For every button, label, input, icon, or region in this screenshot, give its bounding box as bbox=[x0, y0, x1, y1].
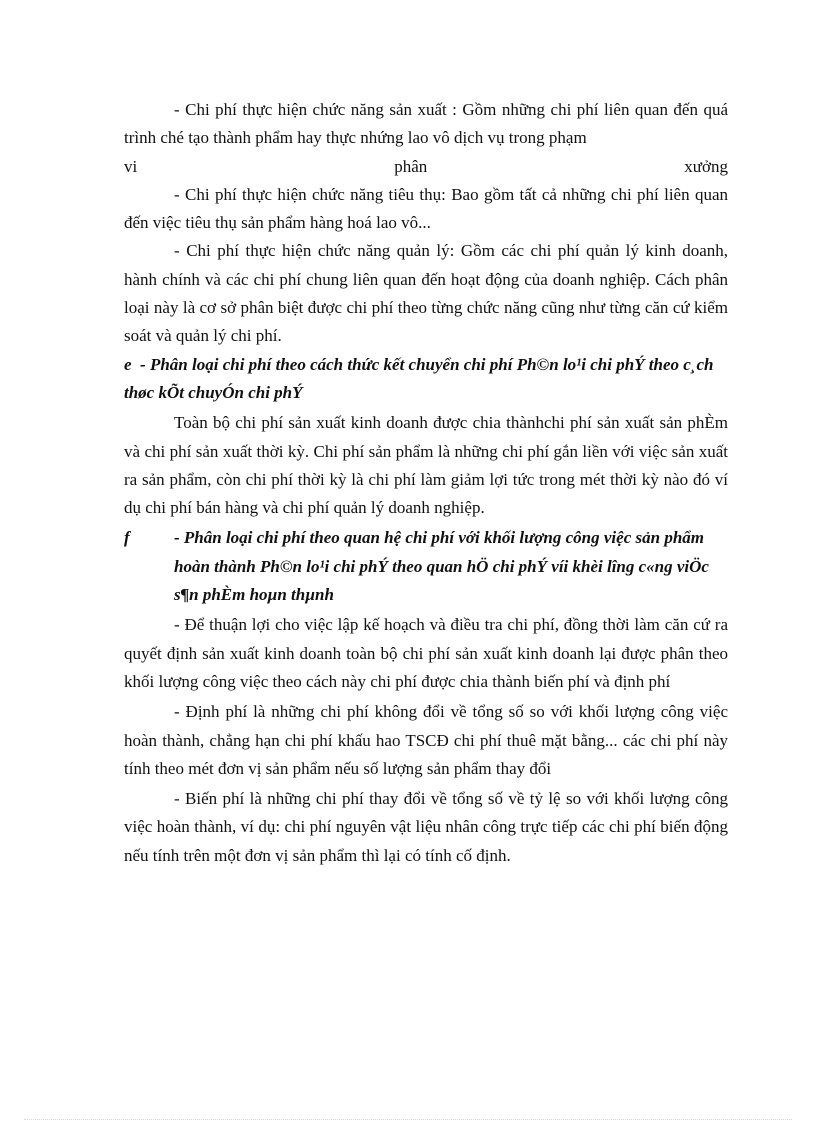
paragraph-fixed-cost bbox=[124, 698, 728, 783]
word-xuong: xưởng bbox=[684, 156, 728, 176]
heading-e-text: - Phân loại chi phí theo cách thức kết chuyển chi phí Ph©n lo¹i chi phÝ theo c¸ch thøc kÕt chuyÓn chi phÝ bbox=[124, 354, 714, 402]
paragraph-product-period-cost-text: Toàn bộ chi phí sản xuất kinh doanh được chia thànhchi phí sản xuất sản phÈm và chi phí sản xuất thời kỳ. Chi phí sản phẩm là những chi phí gắn liền với việc sản xuất ra sản phẩm, còn chi phí thời kỳ là chi phí làm giảm lợi tức trong mét thời kỳ nào đó ví dụ chi phí bán hàng và chi phí quản lý doanh nghiệp. bbox=[124, 413, 728, 518]
word-vi: vi bbox=[124, 156, 138, 176]
paragraph-planning bbox=[124, 611, 728, 696]
paragraph-production-cost-text: - Chi phí thực hiện chức năng sản xuất : Gồm những chi phí liên quan đến quá trình ché tạo thành phẩm hay thực nhứng lao vô dịch vụ trong phạm bbox=[124, 100, 728, 148]
paragraph-variable-cost-text: - Biến phí là những chi phí thay đổi về tổng số về tỷ lệ so với khối lượng công việc hoàn thành, ví dụ: chi phí nguyên vật liệu nhân công trực tiếp các chi phí biến động nếu tính trên một đơn vị sản phẩm thì lại có tính cố định. bbox=[124, 789, 728, 865]
word-phan: phân bbox=[394, 156, 428, 176]
paragraph-variable-cost bbox=[124, 785, 728, 870]
page-bottom-divider bbox=[24, 1119, 792, 1120]
heading-e bbox=[124, 351, 728, 408]
paragraph-sales-cost-text: - Chi phí thực hiện chức năng tiêu thụ: Bao gồm tất cả những chi phí liên quan đến việc tiêu thụ sản phẩm hàng hoá lao vô... bbox=[124, 184, 728, 233]
paragraph-management-cost-text: - Chi phí thực hiện chức năng quản lý: Gồm các chi phí quản lý kinh doanh, hành chính và các chi phí chung liên quan đến hoạt động của doanh nghiệp. Cách phân loại này là cơ sở phân biệt được chi phí theo từng chức năng cũng như từng căn cứ kiểm soát và quản lý chi phí. bbox=[124, 241, 728, 346]
heading-f-letter: f bbox=[124, 528, 130, 548]
heading-f bbox=[124, 524, 728, 609]
heading-e-letter: e bbox=[124, 354, 132, 374]
paragraph-production-cost-last-line bbox=[124, 153, 728, 181]
paragraph-product-period-cost bbox=[124, 409, 728, 522]
paragraph-fixed-cost-text: - Định phí là những chi phí không đổi về tổng số so với khối lượng công việc hoàn thành, chẳng hạn chi phí khấu hao TSCĐ chi phí thuê mặt bằng... các chi phí này tính theo mét đơn vị sản phẩm nếu số lượng sản phẩm thay đổi bbox=[124, 702, 728, 778]
paragraph-sales-cost bbox=[124, 181, 728, 238]
paragraph-management-cost bbox=[124, 237, 728, 350]
heading-f-text: - Phân loại chi phí theo quan hệ chi phí với khối lượng công việc sản phẩm hoàn thành Ph©n lo¹i chi phÝ theo quan hÖ chi phÝ víi khèi lîng c«ng viÖc s¶n phÈm hoµn thµnh bbox=[174, 528, 709, 605]
paragraph-production-cost bbox=[124, 96, 728, 153]
paragraph-planning-text: - Để thuận lợi cho việc lập kế hoạch và điều tra chi phí, đồng thời làm căn cứ ra quyết định sản xuất kinh doanh toàn bộ chi phí sản xuất kinh doanh lại được phân theo khối lượng công việc theo cách này chi phí được chia thành biến phí và định phí bbox=[124, 615, 728, 691]
document-page bbox=[124, 96, 728, 870]
